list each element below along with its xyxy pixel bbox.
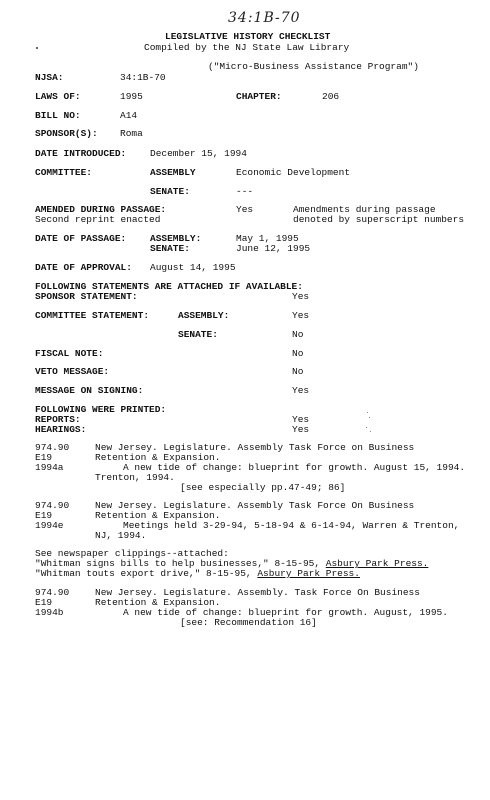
passage-senate-value: June 12, 1995	[236, 243, 311, 254]
committee-senate-value: No	[292, 329, 304, 340]
citation-3-call-number: E19	[35, 597, 53, 608]
citation-3-call-number: 974.90	[35, 587, 70, 598]
scan-speck	[366, 427, 367, 428]
njsa-label: NJSA:	[35, 72, 64, 83]
passage-senate-label: SENATE:	[150, 243, 190, 254]
citation-2-call-number: 974.90	[35, 500, 70, 511]
fiscal-note-label: FISCAL NOTE:	[35, 348, 104, 359]
hearings-value: Yes	[292, 424, 310, 435]
citation-3-line: Retention & Expansion.	[95, 597, 221, 608]
senate-committee-value: ---	[236, 186, 254, 197]
committee-label: COMMITTEE:	[35, 167, 93, 178]
approval-label: DATE OF APPROVAL:	[35, 262, 132, 273]
citation-1-call-number: 1994a	[35, 462, 64, 473]
scan-speck	[370, 431, 371, 432]
passage-assembly-value: May 1, 1995	[236, 233, 299, 244]
senate-committee-label: SENATE:	[150, 186, 190, 197]
clipping-1-source: Asbury Park Press.	[325, 558, 429, 569]
committee-senate-label: SENATE:	[178, 329, 218, 340]
citation-2-call-number: 1994e	[35, 520, 64, 531]
citation-1-call-number: 974.90	[35, 442, 70, 453]
citation-1-note: [see especially pp.47-49; 86]	[180, 482, 346, 493]
reports-value: Yes	[292, 414, 310, 425]
bill-value: A14	[120, 110, 138, 121]
citation-3-line: A new tide of change: blueprint for growth. August, 1995.	[123, 607, 448, 618]
committee-assembly-label: ASSEMBLY:	[178, 310, 230, 321]
passage-assembly-label: ASSEMBLY:	[150, 233, 202, 244]
chapter-value: 206	[322, 91, 340, 102]
citation-1-line: Trenton, 1994.	[95, 472, 175, 483]
amended-label: AMENDED DURING PASSAGE:	[35, 204, 167, 215]
scan-speck	[367, 412, 368, 413]
committee-statement-label: COMMITTEE STATEMENT:	[35, 310, 150, 321]
citation-3-line: New Jersey. Legislature. Assembly. Task Force On Business	[95, 587, 420, 598]
sponsor-statement-label: SPONSOR STATEMENT:	[35, 291, 138, 302]
introduced-value: December 15, 1994	[150, 148, 247, 159]
document-title: LEGISLATIVE HISTORY CHECKLIST	[165, 31, 331, 42]
signing-message-label: MESSAGE ON SIGNING:	[35, 385, 144, 396]
citation-1-call-number: E19	[35, 452, 53, 463]
veto-message-label: VETO MESSAGE:	[35, 366, 110, 377]
njsa-value: 34:1B-70	[120, 72, 166, 83]
amended-sub: Second reprint enacted	[35, 214, 161, 225]
laws-value: 1995	[120, 91, 143, 102]
scan-speck	[369, 417, 370, 418]
handwritten-number: 34:1B-70	[228, 10, 301, 26]
laws-label: LAWS OF:	[35, 91, 81, 102]
citation-2-line: New Jersey. Legislature. Assembly Task Force On Business	[95, 500, 415, 511]
statements-heading: FOLLOWING STATEMENTS ARE ATTACHED IF AVAILABLE:	[35, 281, 303, 292]
bill-label: BILL NO:	[35, 110, 81, 121]
clipping-2	[35, 568, 360, 579]
sponsor-label: SPONSOR(S):	[35, 128, 98, 139]
passage-label: DATE OF PASSAGE:	[35, 233, 127, 244]
citation-1-line: New Jersey. Legislature. Assembly Task Force on Business	[95, 442, 415, 453]
signing-message-value: Yes	[292, 385, 310, 396]
introduced-label: DATE INTRODUCED:	[35, 148, 127, 159]
citation-1-line: Retention & Expansion.	[95, 452, 221, 463]
citation-1-line: A new tide of change: blueprint for growth. August 15, 1994.	[123, 462, 466, 473]
citation-2-line: NJ, 1994.	[95, 530, 147, 541]
veto-message-value: No	[292, 366, 304, 377]
citation-2-line: Retention & Expansion.	[95, 510, 221, 521]
amended-note-line1: Amendments during passage	[293, 204, 436, 215]
sponsor-statement-value: Yes	[292, 291, 310, 302]
amended-value: Yes	[236, 204, 254, 215]
reports-label: REPORTS:	[35, 414, 81, 425]
assembly-committee-label: ASSEMBLY	[150, 167, 196, 178]
citation-3-note: [see: Recommendation 16]	[180, 617, 317, 628]
fiscal-note-value: No	[292, 348, 304, 359]
assembly-committee-value: Economic Development	[236, 167, 351, 178]
document-subtitle: Compiled by the NJ State Law Library	[144, 42, 350, 53]
citation-2-line: Meetings held 3-29-94, 5-18-94 & 6-14-94, Warren & Trenton,	[123, 520, 460, 531]
citation-3-call-number: 1994b	[35, 607, 64, 618]
clipping-1-text: "Whitman signs bills to help businesses," 8-15-95,	[35, 558, 326, 569]
margin-dot	[36, 47, 38, 49]
clipping-2-source: Asbury Park Press.	[257, 568, 360, 579]
program-name: ("Micro-Business Assistance Program")	[208, 61, 419, 72]
sponsor-value: Roma	[120, 128, 143, 139]
printed-heading: FOLLOWING WERE PRINTED:	[35, 404, 167, 415]
amended-note-line2: denoted by superscript numbers	[293, 214, 465, 225]
citation-2-call-number: E19	[35, 510, 53, 521]
clippings-intro: See newspaper clippings--attached:	[35, 548, 229, 559]
approval-value: August 14, 1995	[150, 262, 236, 273]
clipping-2-text: "Whitman touts export drive," 8-15-95,	[35, 568, 258, 579]
committee-assembly-value: Yes	[292, 310, 310, 321]
hearings-label: HEARINGS:	[35, 424, 87, 435]
chapter-label: CHAPTER:	[236, 91, 282, 102]
